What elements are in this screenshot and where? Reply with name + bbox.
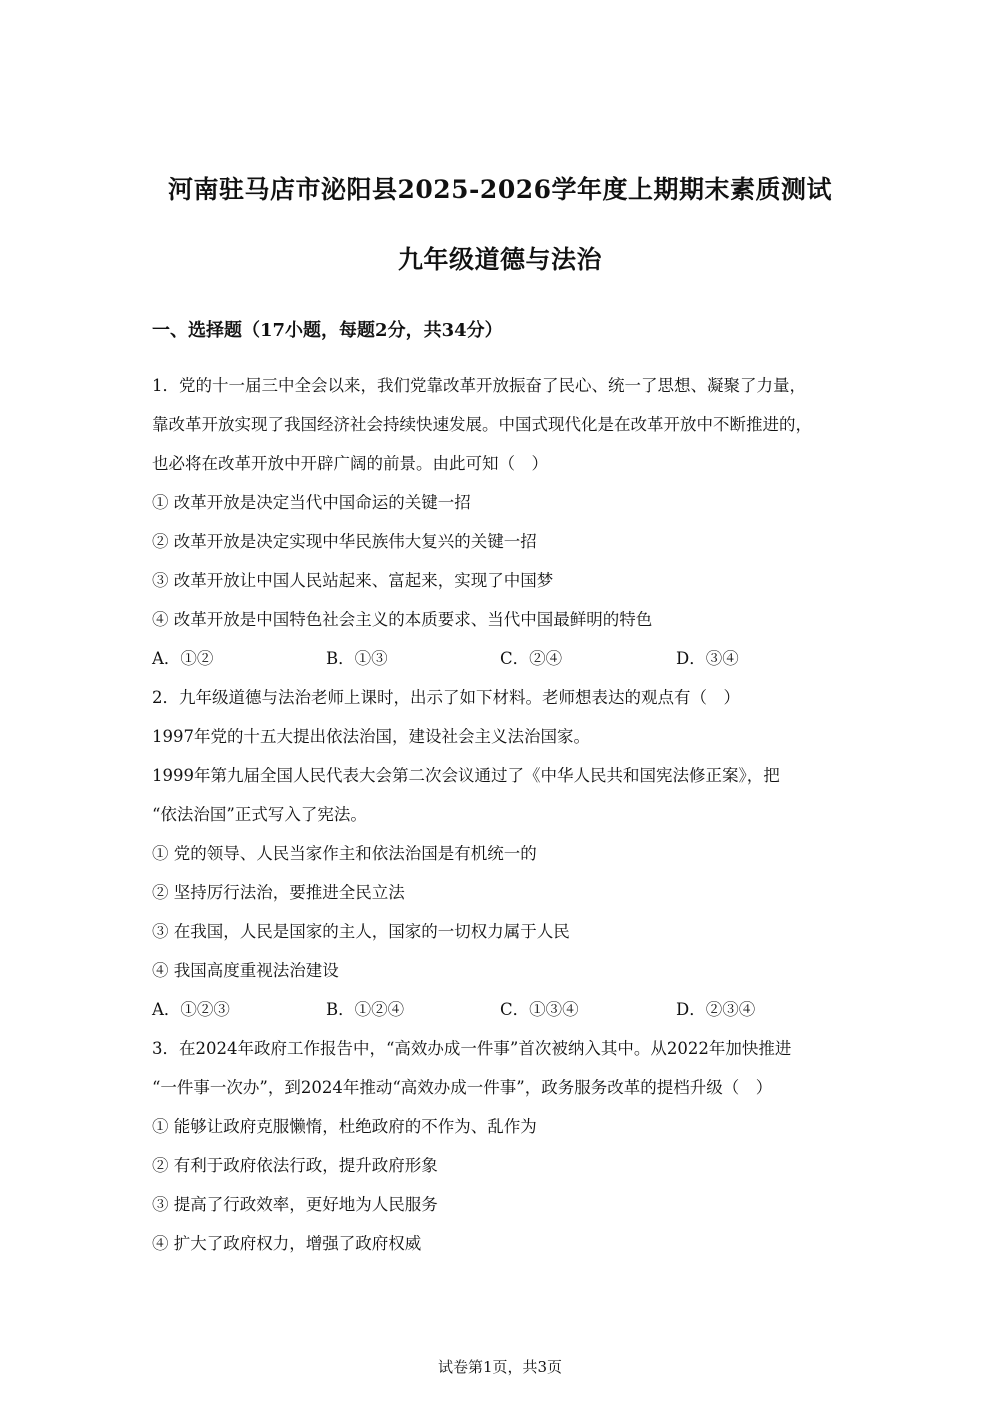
question-1-statement: ② 改革开放是决定实现中华民族伟大复兴的关键一招 [152, 532, 537, 551]
question-2-material-line: 1997年党的十五大提出依法治国，建设社会主义法治国家。 [152, 727, 590, 746]
question-2-option-c[interactable]: C．①③④ [500, 1000, 579, 1019]
question-2-stem-line: 2．九年级道德与法治老师上课时，出示了如下材料。老师想表达的观点有（ ） [152, 688, 740, 707]
question-2-statement: ③ 在我国，人民是国家的主人，国家的一切权力属于人民 [152, 922, 570, 941]
question-1-option-a[interactable]: A．①② [152, 649, 214, 668]
question-3-statement: ① 能够让政府克服懒惰，杜绝政府的不作为、乱作为 [152, 1117, 537, 1136]
exam-title: 河南驻马店市泌阳县2025-2026学年度上期期末素质测试 [167, 175, 833, 204]
question-3-statement: ④ 扩大了政府权力，增强了政府权威 [152, 1234, 422, 1253]
question-1-statement: ① 改革开放是决定当代中国命运的关键一招 [152, 493, 471, 512]
question-1-option-c[interactable]: C．②④ [500, 649, 563, 668]
question-3-stem-line: “一件事一次办”，到2024年推动“高效办成一件事”，政务服务改革的提档升级（ ） [152, 1078, 773, 1097]
question-1-stem-line: 也必将在改革开放中开辟广阔的前景。由此可知（ ） [152, 454, 548, 473]
exam-subject: 九年级道德与法治 [397, 245, 602, 274]
question-3-statement: ② 有利于政府依法行政，提升政府形象 [152, 1156, 438, 1175]
page-number: 试卷第1页，共3页 [437, 1358, 563, 1376]
question-2-option-d[interactable]: D．②③④ [676, 1000, 756, 1019]
question-2-material-line: “依法治国”正式写入了宪法。 [152, 805, 367, 824]
question-2-statement: ④ 我国高度重视法治建设 [152, 961, 339, 980]
question-1-option-b[interactable]: B．①③ [326, 649, 388, 668]
question-2-option-b[interactable]: B．①②④ [326, 1000, 405, 1019]
question-2-option-a[interactable]: A．①②③ [152, 1000, 230, 1019]
question-1-statement: ③ 改革开放让中国人民站起来、富起来，实现了中国梦 [152, 571, 554, 590]
question-2-statement: ② 坚持厉行法治，要推进全民立法 [152, 883, 405, 902]
question-3-statement: ③ 提高了行政效率，更好地为人民服务 [152, 1195, 438, 1214]
section-heading: 一、选择题（17小题，每题2分，共34分） [152, 320, 503, 341]
question-3-stem-line: 3．在2024年政府工作报告中，“高效办成一件事”首次被纳入其中。从2022年加快推进 [152, 1039, 792, 1058]
question-2-statement: ① 党的领导、人民当家作主和依法治国是有机统一的 [152, 844, 537, 863]
question-1-option-d[interactable]: D．③④ [676, 649, 739, 668]
question-1-statement: ④ 改革开放是中国特色社会主义的本质要求、当代中国最鲜明的特色 [152, 610, 653, 629]
question-1-stem-line: 靠改革开放实现了我国经济社会持续快速发展。中国式现代化是在改革开放中不断推进的， [152, 415, 812, 434]
question-1-stem-line: 1．党的十一届三中全会以来，我们党靠改革开放振奋了民心、统一了思想、凝聚了力量， [152, 376, 806, 395]
question-2-material-line: 1999年第九届全国人民代表大会第二次会议通过了《中华人民共和国宪法修正案》，把 [152, 766, 780, 785]
